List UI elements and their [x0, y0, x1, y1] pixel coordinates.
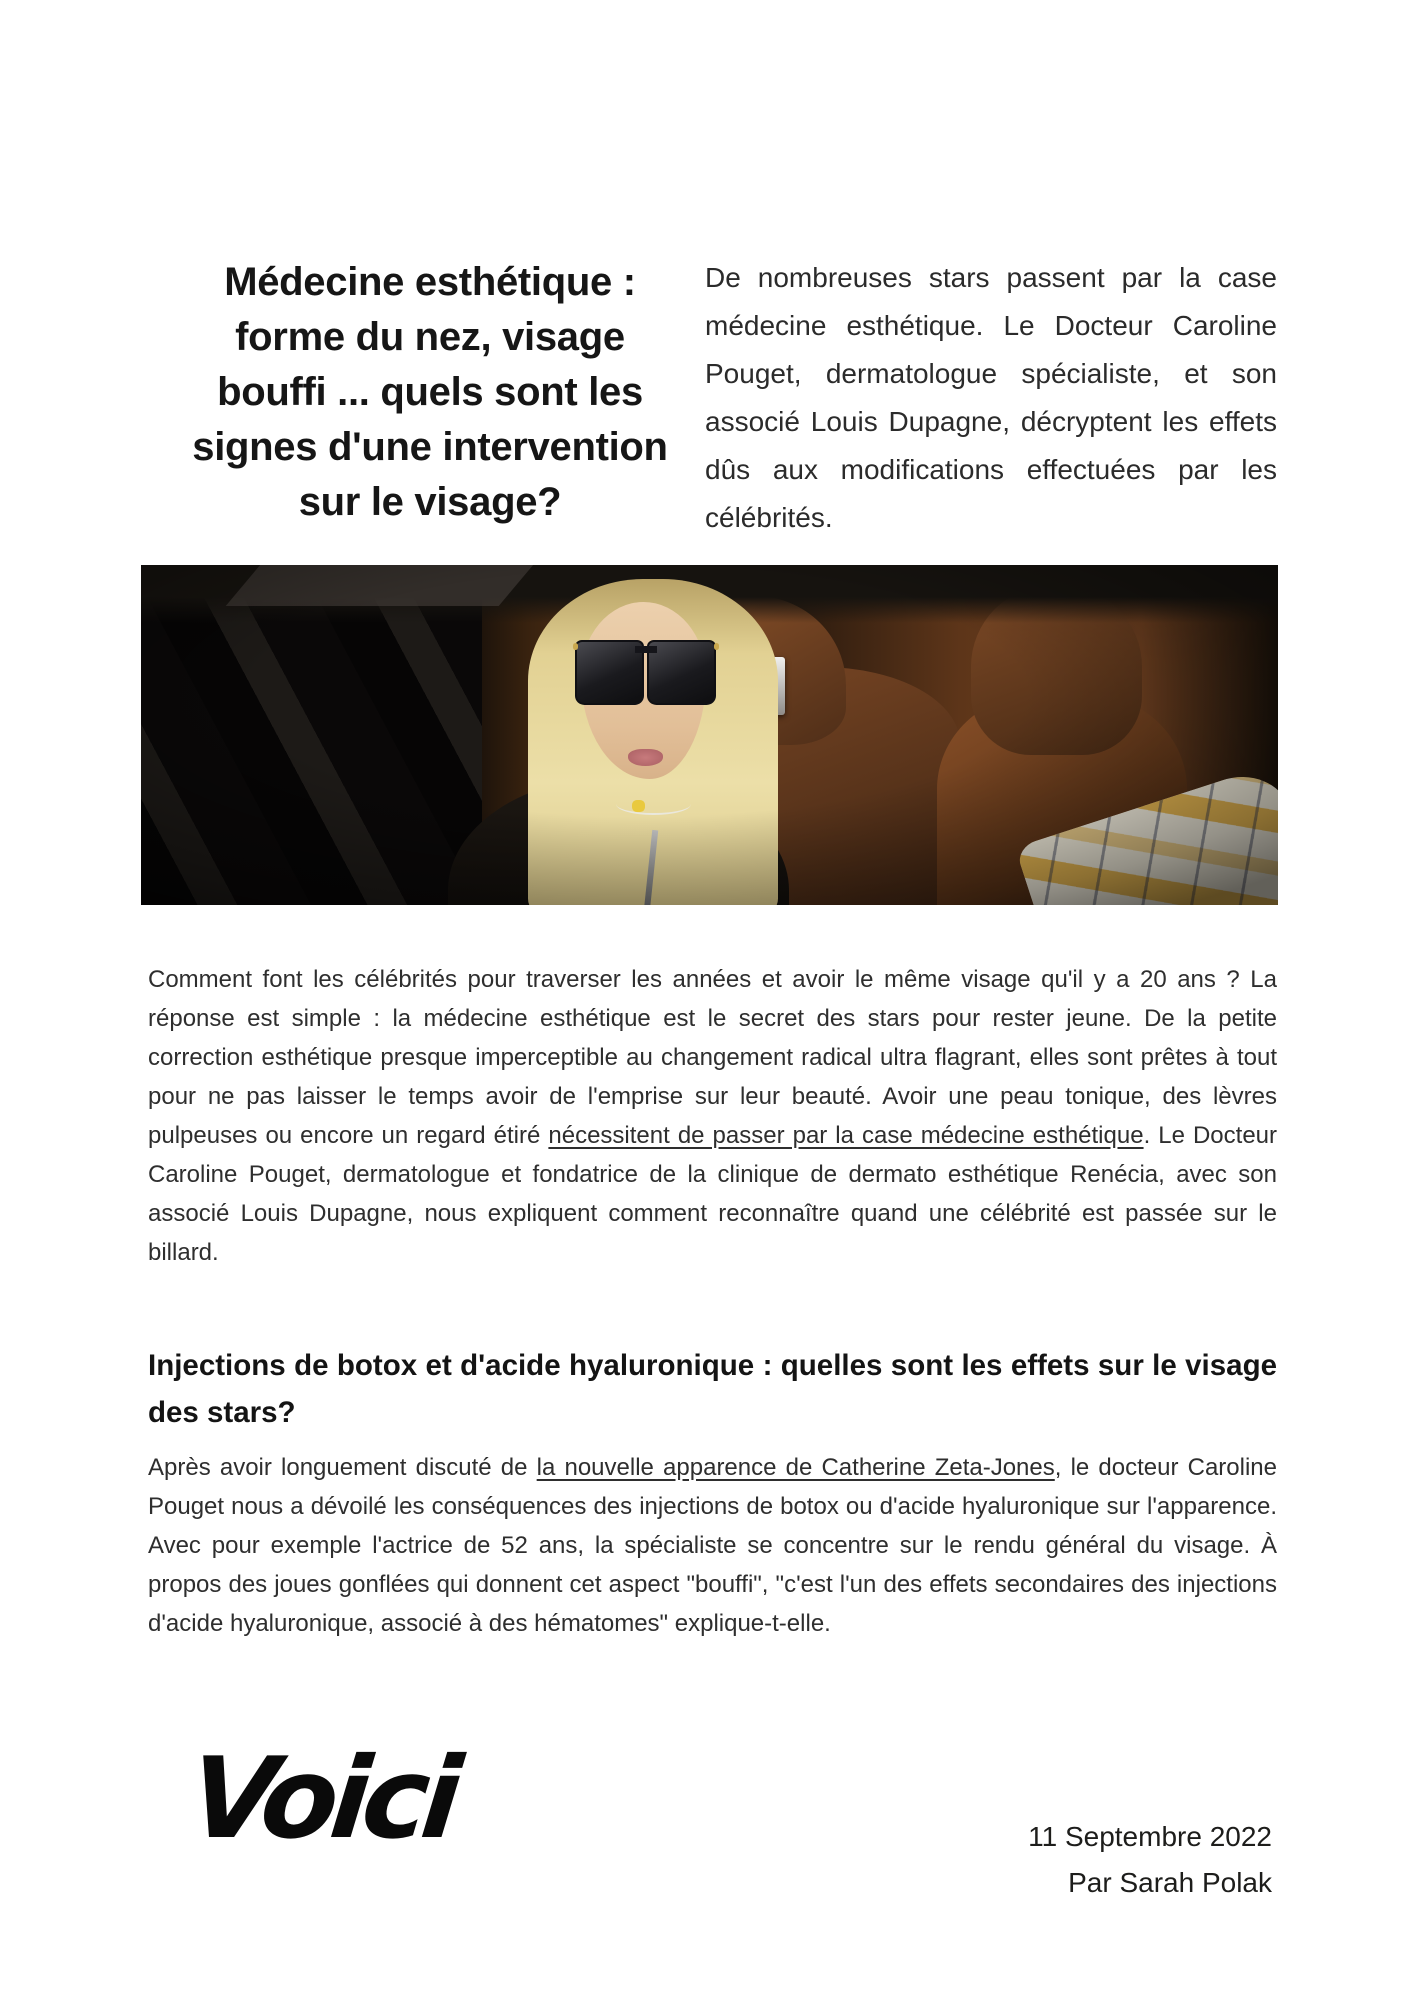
photo-vignette-overlay — [141, 565, 1278, 905]
article-author: Par Sarah Polak — [1068, 1867, 1272, 1898]
page-title — [120, 255, 740, 530]
title-line-4: signes d'une intervention — [192, 424, 668, 469]
title-line-1: Médecine esthétique : — [224, 259, 636, 304]
title-line-3: bouffi ... quels sont les — [217, 369, 643, 414]
article-date: 11 Septembre 2022 — [1028, 1821, 1272, 1852]
article-photo — [141, 565, 1278, 905]
paragraph-2-text-end: , le docteur Caroline Pouget nous a dévoilé les conséquences des injections de botox ou d'acide hyaluronique sur l'apparence. Avec pour exemple l'actrice de 52 ans, la spécialiste se concentre sur le rendu général du visage. À propos des joues gonflées qui donnent cet aspect "bouffi", "c'est l'un des effets secondaires des injections d'acide hyaluronique, associé à des hématomes" explique-t-elle. — [148, 1454, 1278, 1637]
paragraph-2-text-start: Après avoir longuement discuté de — [148, 1454, 537, 1481]
section-heading-injections: Injections de botox et d'acide hyaluronique : quelles sont les effets sur le visage des stars? — [148, 1349, 1277, 1430]
title-line-2: forme du nez, visage — [235, 314, 625, 359]
article-meta — [1028, 1814, 1272, 1906]
link-catherine-zeta-jones[interactable]: la nouvelle apparence de Catherine Zeta-Jones — [536, 1454, 1055, 1481]
paragraph-1-text-end: . Le Docteur Caroline Pouget, dermatologue et fondatrice de la clinique de dermato esthétique Renécia, avec son associé Louis Dupagne, nous expliquent comment reconnaître quand une célébrité est passée sur le billard. — [148, 1122, 1278, 1266]
title-line-5: sur le visage? — [298, 479, 562, 524]
body-paragraph-1 — [148, 960, 1277, 1272]
intro-paragraph: De nombreuses stars passent par la case médecine esthétique. Le Docteur Caroline Pouget, dermatologue spécialiste, et son associé Louis Dupagne, décryptent les effets dûs aux modifications effectuées par les célébrités. — [705, 262, 1277, 533]
paragraph-1-text-start: Comment font les célébrités pour traverser les années et avoir le même visage qu'il y a 20 ans ? La réponse est simple : la médecine esthétique est le secret des stars pour rester jeune. De la petite correction esthétique presque imperceptible au changement radical ultra flagrant, elles sont prêtes à tout pour ne pas laisser le temps avoir de l'emprise sur leur beauté. Avoir une peau tonique, des lèvres pulpeuses ou encore un regard étiré — [148, 966, 1277, 1149]
link-case-medecine-esthetique[interactable]: nécessitent de passer par la case médecine esthétique — [548, 1122, 1144, 1149]
body-paragraph-2 — [148, 1448, 1277, 1643]
voici-logo: Voici — [183, 1734, 461, 1864]
